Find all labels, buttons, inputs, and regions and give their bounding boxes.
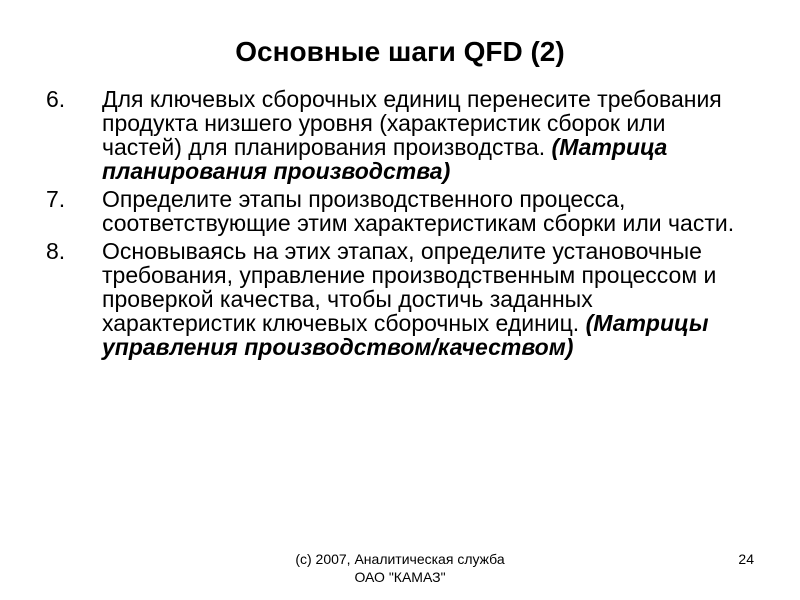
step-matrix-note: (Матрицы управления производством/качеством)	[102, 310, 709, 360]
step-text: Определите этапы производственного процесса, соответствующие этим характеристикам сборки или части.	[102, 186, 735, 236]
footer-credit-line: ОАО "КАМАЗ"	[354, 569, 446, 585]
slide-title: Основные шаги QFD (2)	[235, 36, 565, 67]
step-item-6	[46, 87, 736, 183]
footer-credit	[255, 550, 545, 586]
footer-credit-line: (с) 2007, Аналитическая служба	[295, 551, 505, 567]
step-item-7	[46, 187, 736, 235]
page-number: 24	[738, 551, 754, 567]
step-number: 7.	[46, 186, 66, 212]
step-number: 8.	[46, 238, 66, 264]
step-number: 6.	[46, 86, 66, 112]
step-item-8	[46, 239, 736, 359]
step-text: Для ключевых сборочных единиц перенесите требования продукта низшего уровня (характеристик сборок или частей) для планирования производства.	[102, 86, 722, 160]
step-text: Основываясь на этих этапах, определите установочные требования, управление производственным процессом и проверкой качества, чтобы достичь заданных характеристик ключевых сборочных единиц.	[102, 238, 717, 336]
step-matrix-note: (Матрица планирования производства)	[102, 134, 668, 184]
steps-list	[46, 87, 736, 363]
